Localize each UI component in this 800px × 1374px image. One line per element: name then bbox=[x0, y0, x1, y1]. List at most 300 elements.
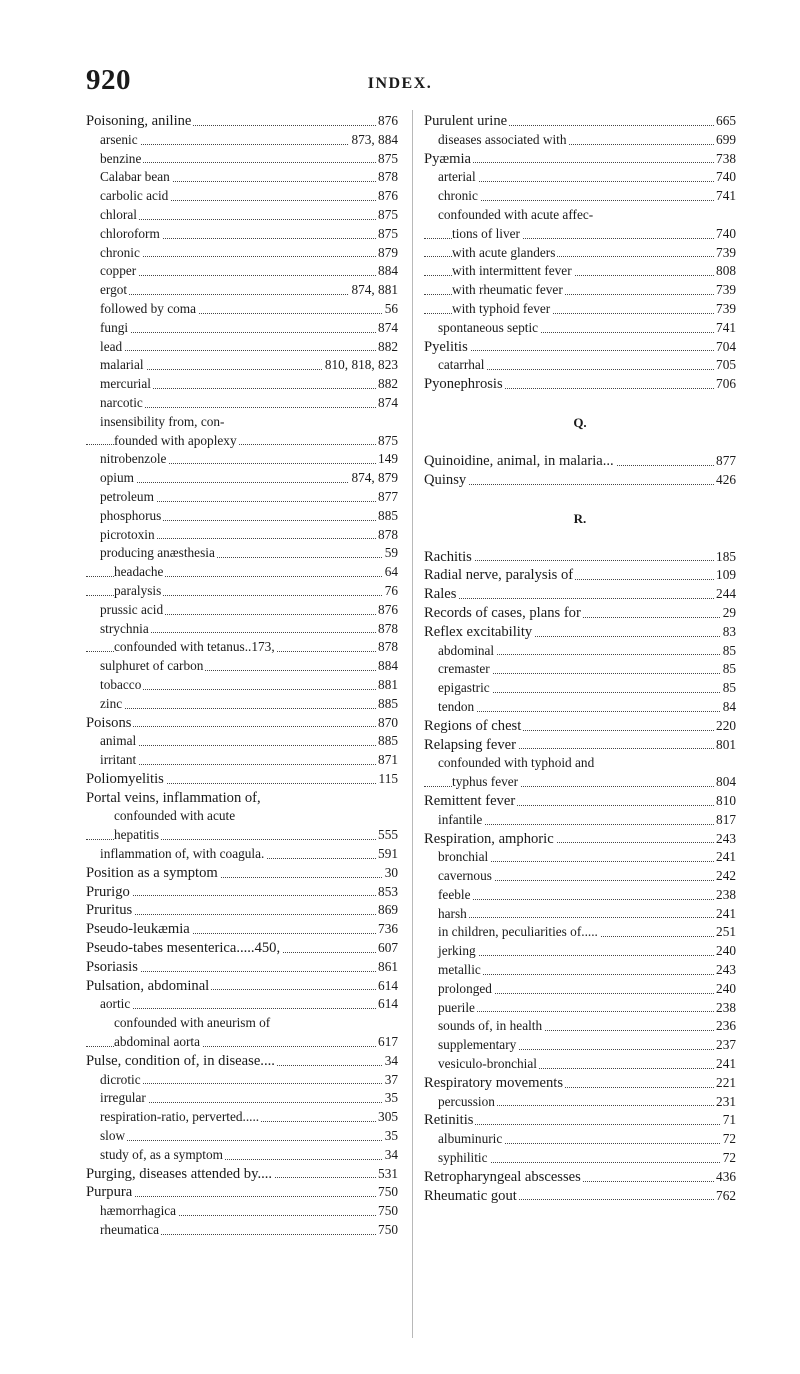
index-entry bbox=[424, 244, 736, 263]
index-term: fungi bbox=[100, 319, 129, 335]
index-term: Respiration, amphoric bbox=[424, 830, 554, 847]
page-reference: 221 bbox=[714, 1074, 736, 1093]
index-entry bbox=[86, 751, 398, 770]
index-entry bbox=[424, 905, 736, 924]
index-term: with typhoid fever bbox=[452, 300, 551, 316]
index-entry bbox=[424, 1036, 736, 1055]
dot-leader bbox=[100, 332, 398, 333]
index-term: carbolic acid bbox=[100, 188, 169, 204]
page-reference: 30 bbox=[383, 864, 398, 883]
page-reference: 878 bbox=[376, 638, 398, 657]
index-term: Respiratory movements bbox=[424, 1074, 564, 1091]
index-term: Retropharyngeal abscesses bbox=[424, 1168, 581, 1185]
index-term: study of, as a symptom bbox=[100, 1146, 223, 1162]
page-reference: 874, 881 bbox=[349, 281, 398, 300]
index-entry bbox=[424, 1130, 736, 1149]
page-reference: 699 bbox=[714, 131, 736, 150]
page-reference: 617 bbox=[376, 1033, 398, 1052]
index-term: Quinsy bbox=[424, 471, 467, 488]
dot-leader bbox=[100, 162, 398, 163]
index-term: diseases associated with bbox=[438, 131, 567, 147]
page-reference: 870 bbox=[376, 714, 398, 733]
index-entry bbox=[424, 754, 736, 773]
index-term: arterial bbox=[438, 169, 476, 185]
index-entry bbox=[86, 770, 398, 789]
page-reference: 874 bbox=[376, 319, 398, 338]
index-term: jerking bbox=[438, 943, 476, 959]
index-term: animal bbox=[100, 733, 137, 749]
dot-leader bbox=[438, 711, 736, 712]
page-reference: 741 bbox=[714, 187, 736, 206]
index-entry bbox=[424, 319, 736, 338]
index-entry bbox=[424, 717, 736, 736]
index-entry bbox=[424, 961, 736, 980]
page-reference: 109 bbox=[714, 566, 736, 585]
index-entry bbox=[86, 939, 398, 958]
index-term: abdominal bbox=[438, 642, 495, 658]
index-entry bbox=[424, 736, 736, 755]
page-reference: 882 bbox=[376, 375, 398, 394]
page-reference: 35 bbox=[383, 1127, 398, 1146]
dot-leader bbox=[100, 1083, 398, 1084]
page-reference: 876 bbox=[376, 112, 398, 131]
index-term: with acute glanders bbox=[452, 244, 556, 260]
page-reference: 35 bbox=[383, 1089, 398, 1108]
index-term: prussic acid bbox=[100, 601, 164, 617]
index-term: followed by coma bbox=[100, 300, 197, 316]
index-entry bbox=[86, 1165, 398, 1184]
index-term: Pseudo-tabes mesenterica.....450, bbox=[86, 940, 281, 957]
page-reference: 739 bbox=[714, 300, 736, 319]
index-entry bbox=[86, 638, 398, 657]
page-reference: 665 bbox=[714, 112, 736, 131]
index-term: Psoriasis bbox=[86, 958, 138, 975]
index-entry bbox=[86, 695, 398, 714]
index-entry bbox=[86, 375, 398, 394]
page-reference: 85 bbox=[721, 660, 736, 679]
index-entry bbox=[86, 1033, 398, 1052]
dot-leader bbox=[438, 1011, 736, 1012]
index-entry bbox=[424, 623, 736, 642]
page-reference: 84 bbox=[721, 698, 736, 717]
index-entry bbox=[86, 1221, 398, 1240]
page-reference: 873, 884 bbox=[349, 131, 398, 150]
page-reference: 877 bbox=[714, 452, 736, 471]
index-term: tobacco bbox=[100, 676, 142, 692]
page-reference: 740 bbox=[714, 168, 736, 187]
index-entry bbox=[424, 660, 736, 679]
index-term: strychnia bbox=[100, 620, 149, 636]
page-reference: 72 bbox=[721, 1149, 736, 1168]
index-term: founded with apoplexy bbox=[114, 432, 237, 448]
page-reference: 875 bbox=[376, 150, 398, 169]
page-reference: 885 bbox=[376, 732, 398, 751]
page-reference: 555 bbox=[376, 826, 398, 845]
index-term: Pyæmia bbox=[424, 150, 472, 167]
page-reference: 750 bbox=[376, 1221, 398, 1240]
index-entry bbox=[86, 150, 398, 169]
page-reference: 426 bbox=[714, 471, 736, 490]
index-entry bbox=[424, 1149, 736, 1168]
index-entry bbox=[86, 356, 398, 375]
index-entry bbox=[86, 526, 398, 545]
index-term: irregular bbox=[100, 1090, 146, 1106]
page-reference: 879 bbox=[376, 244, 398, 263]
page-reference: 244 bbox=[714, 585, 736, 604]
index-term: chloral bbox=[100, 206, 137, 222]
index-term: Calabar bean bbox=[100, 169, 170, 185]
index-term: epigastric bbox=[438, 680, 490, 696]
index-term: Radial nerve, paralysis of bbox=[424, 567, 574, 584]
index-entry bbox=[86, 864, 398, 883]
section-letter-heading: Q. bbox=[573, 414, 587, 430]
index-term: Purging, diseases attended by.... bbox=[86, 1165, 273, 1182]
index-term: respiration-ratio, perverted..... bbox=[100, 1109, 260, 1125]
index-entry bbox=[424, 1168, 736, 1187]
index-term: Purpura bbox=[86, 1184, 133, 1201]
page-header bbox=[0, 64, 800, 94]
index-entry bbox=[86, 244, 398, 263]
index-term: Quinoidine, animal, in malaria... bbox=[424, 452, 614, 469]
index-entry bbox=[424, 548, 736, 567]
index-term: Poliomyelitis bbox=[86, 770, 164, 787]
index-term: benzine bbox=[100, 150, 142, 166]
index-term: prolonged bbox=[438, 980, 492, 996]
index-entry bbox=[86, 131, 398, 150]
index-term: Retinitis bbox=[424, 1112, 474, 1129]
index-term: Poisoning, aniline bbox=[86, 113, 192, 129]
page-reference: 878 bbox=[376, 168, 398, 187]
dot-leader bbox=[438, 200, 736, 201]
index-entry bbox=[424, 281, 736, 300]
index-entry bbox=[86, 432, 398, 451]
index-entry bbox=[86, 206, 398, 225]
index-entry bbox=[86, 262, 398, 281]
index-term: Portal veins, inflammation of, bbox=[86, 789, 261, 806]
index-entry bbox=[86, 563, 398, 582]
page-reference: 34 bbox=[383, 1146, 398, 1165]
index-term: Purulent urine bbox=[424, 113, 508, 129]
index-term: Position as a symptom bbox=[86, 864, 218, 881]
left-column bbox=[86, 112, 398, 1240]
index-term: nitrobenzole bbox=[100, 451, 167, 467]
index-term: confounded with acute bbox=[114, 808, 236, 824]
index-entry bbox=[424, 1017, 736, 1036]
index-entry bbox=[86, 620, 398, 639]
index-term: paralysis bbox=[114, 582, 162, 598]
page-reference: 251 bbox=[714, 923, 736, 942]
index-entry bbox=[86, 1108, 398, 1127]
index-term: infantile bbox=[438, 811, 483, 827]
index-term: confounded with aneurism of bbox=[114, 1015, 271, 1031]
page-reference: 614 bbox=[376, 977, 398, 996]
page-reference: 85 bbox=[721, 679, 736, 698]
index-term: Records of cases, plans for bbox=[424, 604, 581, 621]
index-term: spontaneous septic bbox=[438, 319, 539, 335]
index-entry bbox=[424, 131, 736, 150]
page-reference: 878 bbox=[376, 620, 398, 639]
page-reference: 869 bbox=[376, 901, 398, 920]
index-term: Rales bbox=[424, 586, 457, 603]
index-entry bbox=[86, 1052, 398, 1071]
index-entry bbox=[86, 413, 398, 432]
page-reference: 243 bbox=[714, 830, 736, 849]
page-number: 920 bbox=[86, 64, 131, 96]
dot-leader bbox=[424, 598, 736, 599]
index-term: Pulsation, abdominal bbox=[86, 977, 210, 994]
page-reference: 56 bbox=[383, 300, 398, 319]
index-term: cavernous bbox=[438, 868, 492, 884]
index-term: with rheumatic fever bbox=[452, 282, 563, 298]
index-term: Relapsing fever bbox=[424, 736, 516, 753]
index-entry bbox=[424, 811, 736, 830]
index-term: confounded with tetanus..173, bbox=[114, 639, 275, 655]
index-term: puerile bbox=[438, 999, 475, 1015]
index-entry bbox=[86, 450, 398, 469]
page-reference: 884 bbox=[376, 657, 398, 676]
page-reference: 241 bbox=[714, 905, 736, 924]
page-reference: 241 bbox=[714, 1055, 736, 1074]
index-entry bbox=[424, 1187, 736, 1206]
index-entry bbox=[86, 168, 398, 187]
index-entry bbox=[424, 375, 736, 394]
index-entry bbox=[424, 300, 736, 319]
index-entry bbox=[86, 281, 398, 300]
index-term: tendon bbox=[438, 698, 475, 714]
index-term: hæmorrhagica bbox=[100, 1203, 177, 1219]
index-entry bbox=[424, 773, 736, 792]
index-term: dicrotic bbox=[100, 1071, 141, 1087]
dot-leader bbox=[100, 1140, 398, 1141]
page-reference: 436 bbox=[714, 1168, 736, 1187]
index-term: insensibility from, con- bbox=[100, 413, 225, 429]
index-term: irritant bbox=[100, 752, 137, 768]
index-entry bbox=[86, 187, 398, 206]
index-entry bbox=[86, 732, 398, 751]
index-term: cremaster bbox=[438, 661, 490, 677]
index-term: slow bbox=[100, 1128, 126, 1144]
page-reference: 704 bbox=[714, 338, 736, 357]
index-term: with intermittent fever bbox=[452, 263, 572, 279]
index-term: Pyelitis bbox=[424, 338, 468, 355]
page-reference: 810, 818, 823 bbox=[323, 356, 398, 375]
index-entry bbox=[424, 942, 736, 961]
page-reference: 810 bbox=[714, 792, 736, 811]
page-reference: 241 bbox=[714, 848, 736, 867]
index-term: Prurigo bbox=[86, 883, 130, 900]
index-term: Regions of chest bbox=[424, 717, 522, 734]
page-reference: 736 bbox=[376, 920, 398, 939]
index-entry bbox=[86, 225, 398, 244]
dot-leader bbox=[100, 219, 398, 220]
dot-leader bbox=[424, 484, 736, 485]
index-term: copper bbox=[100, 263, 137, 279]
page-reference: 740 bbox=[714, 225, 736, 244]
index-entry bbox=[86, 112, 398, 131]
page-reference: 853 bbox=[376, 883, 398, 902]
index-entry bbox=[424, 698, 736, 717]
page-reference: 607 bbox=[376, 939, 398, 958]
index-term: Pseudo-leukæmia bbox=[86, 921, 190, 938]
page-reference: 72 bbox=[721, 1130, 736, 1149]
dot-leader bbox=[438, 181, 736, 182]
index-term: bronchial bbox=[438, 849, 489, 865]
index-entry bbox=[86, 544, 398, 563]
index-entry bbox=[424, 452, 736, 471]
index-entry bbox=[86, 826, 398, 845]
page-reference: 875 bbox=[376, 225, 398, 244]
index-entry bbox=[86, 657, 398, 676]
index-entry bbox=[424, 923, 736, 942]
page-reference: 739 bbox=[714, 281, 736, 300]
index-term: supplementary bbox=[438, 1037, 517, 1053]
page-reference: 614 bbox=[376, 995, 398, 1014]
index-term: zinc bbox=[100, 695, 123, 711]
index-term: hepatitis bbox=[114, 827, 160, 843]
index-entry bbox=[86, 1071, 398, 1090]
dot-leader bbox=[100, 1008, 398, 1009]
index-entry bbox=[424, 642, 736, 661]
index-term: vesiculo-bronchial bbox=[438, 1056, 537, 1072]
index-entry bbox=[424, 830, 736, 849]
index-entry bbox=[424, 604, 736, 623]
index-term: syphilitic bbox=[438, 1150, 488, 1166]
page-reference: 750 bbox=[376, 1202, 398, 1221]
index-entry bbox=[424, 867, 736, 886]
index-term: feeble bbox=[438, 886, 471, 902]
index-entry bbox=[86, 845, 398, 864]
index-entry bbox=[424, 679, 736, 698]
index-entry bbox=[86, 507, 398, 526]
page-reference: 240 bbox=[714, 980, 736, 999]
index-entry bbox=[424, 225, 736, 244]
page-reference: 238 bbox=[714, 999, 736, 1018]
page-reference: 37 bbox=[383, 1071, 398, 1090]
index-term: metallic bbox=[438, 962, 481, 978]
page-reference: 875 bbox=[376, 206, 398, 225]
page-reference: 875 bbox=[376, 432, 398, 451]
page-reference: 34 bbox=[383, 1052, 398, 1071]
page-reference: 750 bbox=[376, 1183, 398, 1202]
page-reference: 881 bbox=[376, 676, 398, 695]
index-entry bbox=[86, 1146, 398, 1165]
index-entry bbox=[424, 980, 736, 999]
page-reference: 871 bbox=[376, 751, 398, 770]
index-term: opium bbox=[100, 470, 134, 486]
index-entry bbox=[86, 338, 398, 357]
index-term: confounded with typhoid and bbox=[438, 755, 595, 771]
page-reference: 240 bbox=[714, 942, 736, 961]
index-entry bbox=[86, 676, 398, 695]
page-reference: 877 bbox=[376, 488, 398, 507]
index-entry bbox=[424, 1111, 736, 1130]
index-entry bbox=[424, 206, 736, 225]
index-term: lead bbox=[100, 338, 123, 354]
dot-leader bbox=[424, 350, 736, 351]
index-entry bbox=[86, 1127, 398, 1146]
index-term: arsenic bbox=[100, 131, 138, 147]
dot-leader bbox=[100, 689, 398, 690]
page-reference: 706 bbox=[714, 375, 736, 394]
index-term: picrotoxin bbox=[100, 526, 155, 542]
index-term: percussion bbox=[438, 1093, 495, 1109]
index-entry bbox=[424, 886, 736, 905]
index-entry bbox=[86, 1089, 398, 1108]
index-entry bbox=[86, 394, 398, 413]
index-entry bbox=[86, 920, 398, 939]
index-term: sounds of, in health bbox=[438, 1018, 543, 1034]
index-entry bbox=[424, 338, 736, 357]
index-term: chronic bbox=[438, 188, 478, 204]
index-term: ergot bbox=[100, 282, 128, 298]
index-entry bbox=[424, 1055, 736, 1074]
index-term: mercurial bbox=[100, 376, 151, 392]
index-term: Reflex excitability bbox=[424, 623, 533, 640]
dot-leader bbox=[100, 708, 398, 709]
index-entry bbox=[86, 958, 398, 977]
index-term: malarial bbox=[100, 357, 144, 373]
page-reference: 882 bbox=[376, 338, 398, 357]
page-reference: 531 bbox=[376, 1165, 398, 1184]
page-reference: 741 bbox=[714, 319, 736, 338]
index-entry bbox=[424, 168, 736, 187]
page-reference: 185 bbox=[714, 548, 736, 567]
index-term: tions of liver bbox=[452, 225, 520, 241]
index-entry bbox=[86, 714, 398, 733]
dot-leader bbox=[86, 895, 398, 896]
page-reference: 885 bbox=[376, 695, 398, 714]
index-term: petroleum bbox=[100, 488, 154, 504]
page-heading: INDEX. bbox=[367, 75, 433, 92]
index-entry bbox=[424, 566, 736, 585]
page-reference: 878 bbox=[376, 526, 398, 545]
page-reference: 242 bbox=[714, 867, 736, 886]
index-entry bbox=[424, 471, 736, 490]
index-term: Poisons bbox=[86, 714, 132, 731]
page-reference: 76 bbox=[383, 582, 398, 601]
index-term: chloroform bbox=[100, 225, 160, 241]
index-entry bbox=[86, 469, 398, 488]
index-term: phosphorus bbox=[100, 507, 162, 523]
page-reference: 83 bbox=[721, 623, 736, 642]
section-letter-heading: R. bbox=[573, 510, 587, 526]
page-reference: 739 bbox=[714, 244, 736, 263]
index-entry bbox=[86, 319, 398, 338]
index-entry bbox=[86, 1014, 398, 1033]
index-term: albuminuric bbox=[438, 1131, 503, 1147]
index-term: Pulse, condition of, in disease.... bbox=[86, 1052, 275, 1069]
index-term: rheumatica bbox=[100, 1222, 160, 1238]
page-reference: 874, 879 bbox=[349, 469, 398, 488]
index-entry bbox=[424, 187, 736, 206]
index-entry bbox=[424, 262, 736, 281]
index-entry bbox=[424, 848, 736, 867]
page-reference: 738 bbox=[714, 150, 736, 169]
index-term: in children, peculiarities of..... bbox=[438, 924, 598, 940]
index-entry bbox=[86, 582, 398, 601]
index-term: typhus fever bbox=[452, 774, 519, 790]
index-entry bbox=[424, 1093, 736, 1112]
page-reference: 808 bbox=[714, 262, 736, 281]
page-reference: 115 bbox=[377, 770, 398, 789]
index-entry bbox=[86, 1183, 398, 1202]
index-term: narcotic bbox=[100, 394, 143, 410]
index-term: Rachitis bbox=[424, 548, 472, 565]
index-entry bbox=[86, 1202, 398, 1221]
index-entry bbox=[86, 807, 398, 826]
index-entry bbox=[424, 150, 736, 169]
page-reference: 885 bbox=[376, 507, 398, 526]
